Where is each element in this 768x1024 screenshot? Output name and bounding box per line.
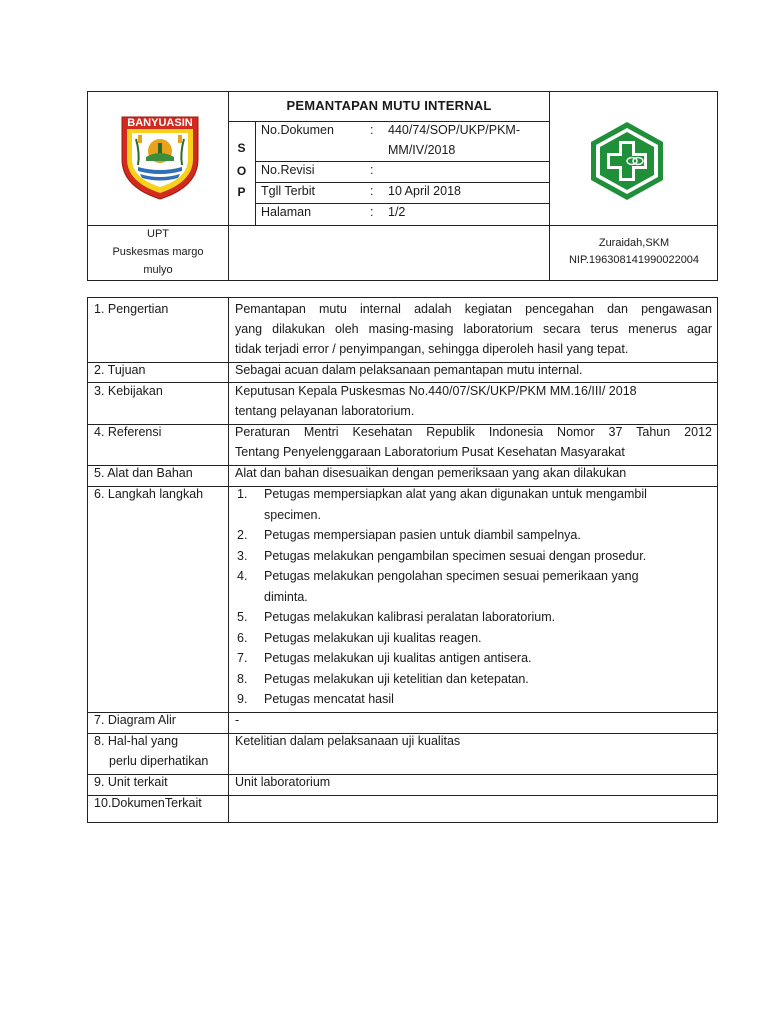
puskesmas-logo xyxy=(585,119,669,203)
field-sep-no-dokumen: : xyxy=(370,123,374,137)
step-number: 4. xyxy=(237,569,248,583)
institution-line-2: Puskesmas margo xyxy=(112,246,204,258)
unit-line-1: Unit laboratorium xyxy=(235,775,331,789)
step-text-line: Petugas mempersiapan pasien untuk diambil sampelnya. xyxy=(264,528,581,542)
step-number: 7. xyxy=(237,651,248,665)
label-pengertian: 1. Pengertian xyxy=(94,302,169,316)
signatory-nip: NIP.196308141990022004 xyxy=(568,254,700,266)
sop-header-table xyxy=(87,91,718,281)
alat-line-1: Alat dan bahan disesuaikan dengan pemeriksaan yang akan dilakukan xyxy=(235,466,627,480)
label-hal-hal-1: 8. Hal-hal yang xyxy=(94,734,179,748)
pengertian-line-3: tidak terjadi error / penyimpangan, sehingga diperoleh hasil yang tepat. xyxy=(235,342,629,356)
step-1 xyxy=(235,484,712,525)
step-text-line: Petugas melakukan uji ketelitian dan ketepatan. xyxy=(264,671,529,686)
signatory-name: Zuraidah,SKM xyxy=(598,237,670,249)
step-number: 1. xyxy=(237,487,248,501)
referensi-line-2: Tentang Penyelenggaraan Laboratorium Pusat Kesehatan Masyarakat xyxy=(235,445,625,459)
label-tujuan: 2. Tujuan xyxy=(94,363,146,377)
step-number: 3. xyxy=(237,548,248,563)
step-text-line: Petugas mempersiapkan alat yang akan digunakan untuk mengambil xyxy=(264,487,647,501)
sop-letter-p: P xyxy=(237,185,246,199)
field-label-no-dokumen: No.Dokumen xyxy=(261,123,334,137)
kebijakan-line-2: tentang pelayanan laboratorium. xyxy=(235,404,415,418)
field-value-tgl-terbit: 10 April 2018 xyxy=(388,184,461,198)
label-referensi: 4. Referensi xyxy=(94,425,162,439)
label-unit-terkait: 9. Unit terkait xyxy=(94,775,168,789)
puskesmas-cross-icon xyxy=(585,119,669,203)
label-langkah: 6. Langkah langkah xyxy=(94,487,204,501)
step-text-line: Petugas melakukan kalibrasi peralatan laboratorium. xyxy=(264,610,556,624)
label-hal-hal-2: perlu diperhatikan xyxy=(109,754,209,768)
field-sep-no-revisi: : xyxy=(370,163,374,177)
banyuasin-logo xyxy=(118,113,202,201)
step-text-line: diminta. xyxy=(264,589,308,604)
referensi-line-1: Peraturan Mentri Kesehatan Republik Indonesia Nomor 37 Tahun 2012 xyxy=(235,425,712,439)
field-label-tgl-terbit: Tgll Terbit xyxy=(261,184,315,198)
institution-line-1: UPT xyxy=(147,228,169,240)
sop-title: PEMANTAPAN MUTU INTERNAL xyxy=(286,98,492,113)
field-value-no-dokumen-2: MM/IV/2018 xyxy=(388,143,456,157)
step-number: 8. xyxy=(237,671,248,686)
step-number: 9. xyxy=(237,692,248,706)
step-text-line: Petugas melakukan pengambilan specimen sesuai dengan prosedur. xyxy=(264,548,647,563)
field-sep-tgl-terbit: : xyxy=(370,184,374,198)
step-number: 5. xyxy=(237,610,248,624)
label-alat-bahan: 5. Alat dan Bahan xyxy=(94,466,193,480)
field-sep-halaman: : xyxy=(370,205,374,219)
field-label-halaman: Halaman xyxy=(261,205,312,219)
label-diagram-alir: 7. Diagram Alir xyxy=(94,713,176,727)
diagram-line-1: - xyxy=(235,713,240,727)
step-text-line: Petugas melakukan pengolahan specimen sesuai pemerikaan yang xyxy=(264,569,639,583)
label-dokumen-terkait: 10.DokumenTerkait xyxy=(94,796,202,810)
step-number: 2. xyxy=(237,528,248,542)
tujuan-line-1: Sebagai acuan dalam pelaksanaan pemantapan mutu internal. xyxy=(235,363,583,377)
hal-line-1: Ketelitian dalam pelaksanaan uji kualitas xyxy=(235,734,461,748)
field-value-no-dokumen-1: 440/74/SOP/UKP/PKM- xyxy=(388,123,521,137)
pengertian-line-1: Pemantapan mutu internal adalah kegiatan pencegahan dan pengawasan xyxy=(235,302,712,316)
sop-letter-s: S xyxy=(237,141,246,155)
step-text-line: specimen. xyxy=(264,507,321,522)
logo-text: BANYUASIN xyxy=(127,117,193,129)
kebijakan-line-1: Keputusan Kepala Puskesmas No.440/07/SK/UKP/PKM MM.16/III/ 2018 xyxy=(235,384,637,398)
institution-line-3: mulyo xyxy=(143,264,173,276)
label-kebijakan: 3. Kebijakan xyxy=(94,384,163,398)
step-text-line: Petugas melakukan uji kualitas antigen antisera. xyxy=(264,651,532,665)
step-text-line: Petugas melakukan uji kualitas reagen. xyxy=(264,630,482,645)
field-value-halaman: 1/2 xyxy=(388,205,406,219)
sop-content-table xyxy=(87,297,718,823)
field-label-no-revisi: No.Revisi xyxy=(261,163,315,177)
step-text-line: Petugas mencatat hasil xyxy=(264,692,394,706)
step-number: 6. xyxy=(237,630,248,645)
sop-letter-o: O xyxy=(236,164,247,178)
pengertian-line-2: yang dilakukan oleh masing-masing laboratorium secara terus menerus agar xyxy=(235,322,712,336)
